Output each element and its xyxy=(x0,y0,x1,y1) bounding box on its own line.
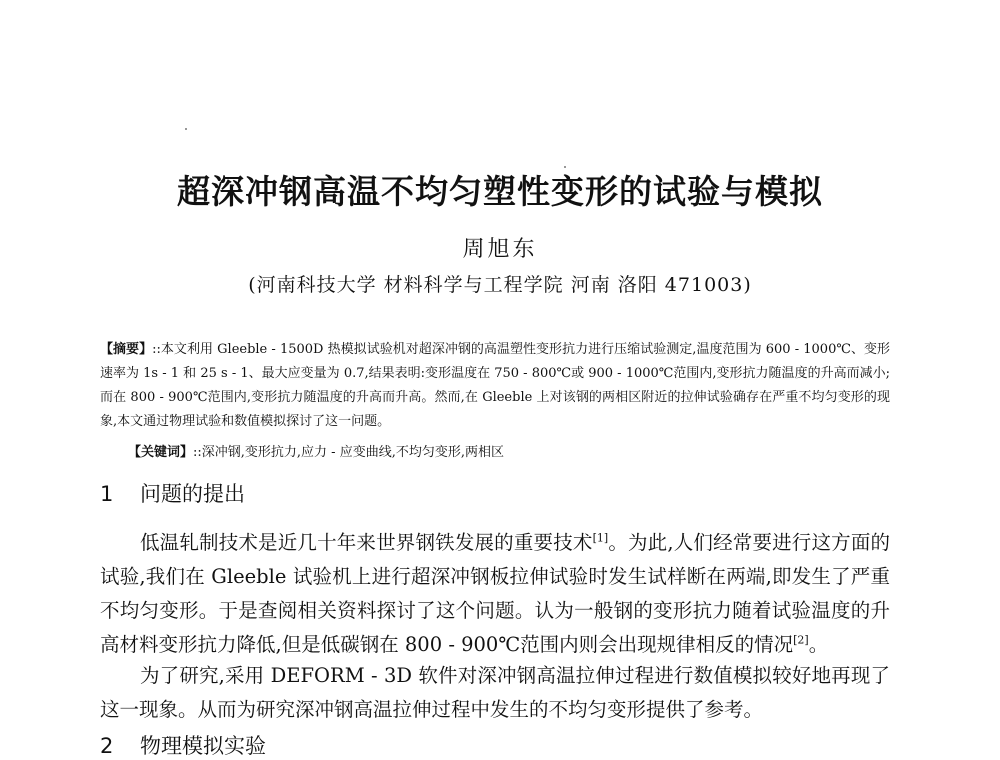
citation-ref: [2] xyxy=(793,633,809,647)
section-number: 2 xyxy=(100,734,114,758)
scan-speck xyxy=(564,166,566,168)
paragraph-text: 。为此,人们经常要进行这方面的试验,我们在 Gleeble 试验机上进行超深冲钢板拉伸试验时发生试样断在两端,即发生了严重不均匀变形。于是查阅相关资料探讨了这个问题。认为一般钢的变形抗力随着试验温度的升高材料变形抗力降低,但是低碳钢在 800 - 900℃范围内则会出现规律相反的情况 xyxy=(100,531,890,656)
paragraph-text: 。 xyxy=(808,633,829,656)
scan-speck xyxy=(185,128,187,130)
paragraph-text: 低温轧制技术是近几十年来世界钢铁发展的重要技术 xyxy=(140,531,593,554)
author-affiliation: (河南科技大学 材料科学与工程学院 河南 洛阳 471003) xyxy=(248,274,752,296)
abstract-text: ::本文利用 Gleeble - 1500D 热模拟试验机对超深冲钢的高温塑性变形抗力进行压缩试验测定,温度范围为 600 - 1000℃、变形速率为 1s - 1 和 25 s - 1、最大应变量为 0.7,结果表明:变形温度在 750 - 800℃或 900 - 1000℃范围内,变形抗力随温度的升高而减小;而在 800 - 900℃范围内,变形抗力随温度的升高而升高。然而,在 Gleeble 上对该钢的两相区附近的拉伸试验确存在严重不均匀变形的现象,本文通过物理试验和数值模拟探讨了这一问题。 xyxy=(100,342,890,429)
section-number: 1 xyxy=(100,482,114,506)
section-title: 问题的提出 xyxy=(140,482,245,506)
section-heading-1 xyxy=(100,484,245,505)
citation-ref: [1] xyxy=(592,531,609,545)
section-title: 物理模拟实验 xyxy=(140,734,266,758)
abstract-label: 【摘要】 xyxy=(100,342,153,357)
keywords-text: ::深冲钢,变形抗力,应力 - 应变曲线,不均匀变形,两相区 xyxy=(193,445,504,460)
section-heading-2 xyxy=(100,736,266,757)
keywords-label: 【关键词】 xyxy=(128,445,194,460)
paper-title: 超深冲钢高温不均匀塑性变形的试验与模拟 xyxy=(177,172,823,211)
abstract-block xyxy=(100,338,890,434)
body-paragraph-1 xyxy=(100,526,890,662)
author-name: 周旭东 xyxy=(462,237,538,262)
keywords-block xyxy=(128,441,888,465)
body-paragraph-2: 为了研究,采用 DEFORM - 3D 软件对深冲钢高温拉伸过程进行数值模拟较好地再现了这一现象。从而为研究深冲钢高温拉伸过程中发生的不均匀变形提供了参考。 xyxy=(100,664,890,721)
